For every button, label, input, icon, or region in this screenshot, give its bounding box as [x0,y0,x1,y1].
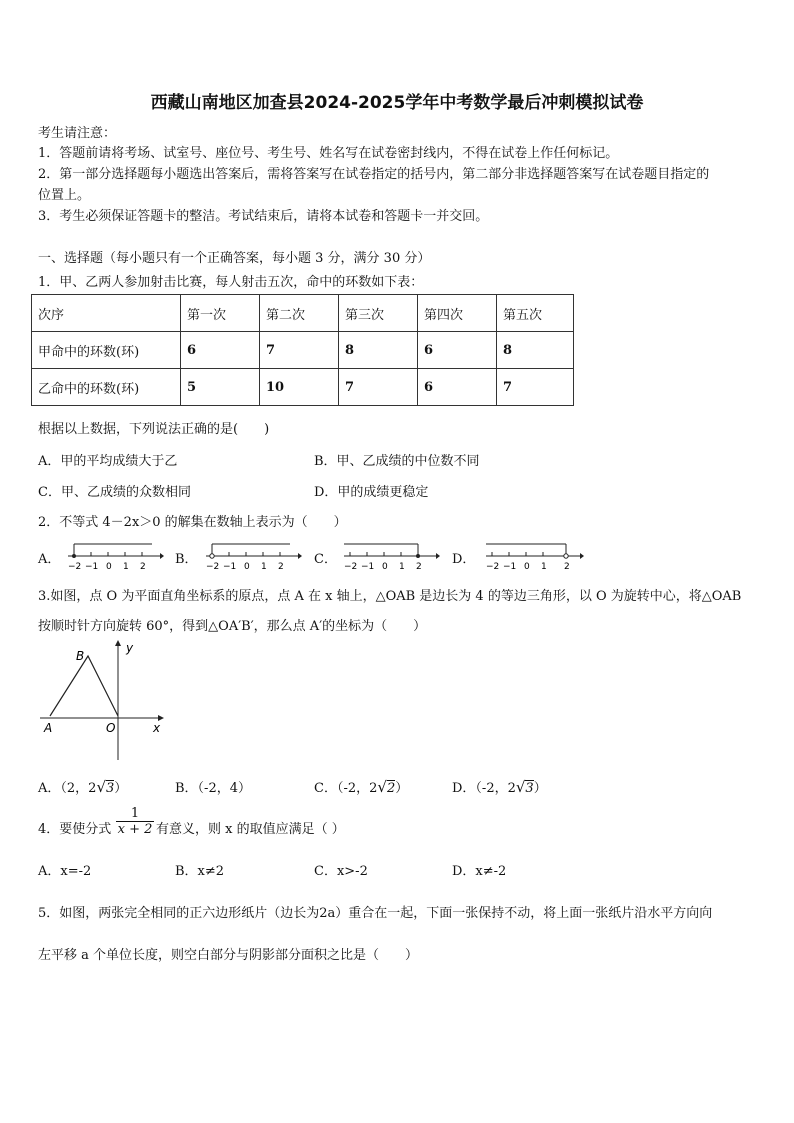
tick-label: −2 [206,562,220,572]
q3-line2: 按顺时针方向旋转 60°，得到△OA′B′，那么点 A′的坐标为（ ） [38,619,427,634]
q4-option-b: B．x≠2 [175,864,225,879]
table-cell: 次序 [32,295,181,332]
page-title: 西藏山南地区加查县2024-2025学年中考数学最后冲刺模拟试卷 [150,93,644,113]
table-cell: 乙命中的环数(环) [32,369,181,406]
q5-line2: 左平移 a 个单位长度，则空白部分与阴影部分面积之比是（ ） [38,948,419,963]
tick-label: −2 [68,562,82,572]
q2-stem: 2．不等式 4－2x＞0 的解集在数轴上表示为（ ） [38,515,347,530]
table-row [32,332,574,369]
q1-option-d: D．甲的成绩更稳定 [314,485,429,500]
tick-label: 1 [541,562,547,572]
q1-option-c: C．甲、乙成绩的众数相同 [38,485,191,500]
table-row [32,369,574,406]
label-a: A [44,721,53,735]
table-cell: 7 [497,369,574,406]
tick-label: 1 [399,562,405,572]
table-cell: 第三次 [339,295,418,332]
tick-label: 1 [123,562,129,572]
q4-option-a: A．x=-2 [38,864,92,879]
table-cell: 6 [181,332,260,369]
q4-option-d: D．x≠-2 [452,864,507,879]
sqrt-symbol: √ [377,778,387,796]
q3-line1: 3.如图，点 O 为平面直角坐标系的原点，点 A 在 x 轴上，△OAB 是边长为 4 的等边三角形，以 O 为旋转中心，将△OAB [38,589,742,604]
q5-line1: 5．如图，两张完全相同的正六边形纸片（边长为2a）重合在一起，下面一张保持不动，将上面一张纸片沿水平方向向 [38,906,713,921]
table-cell: 5 [181,369,260,406]
table-cell: 第一次 [181,295,260,332]
table-cell: 第二次 [260,295,339,332]
notice-item: 位置上。 [38,188,91,203]
tick-label: −1 [85,562,99,572]
table-cell: 10 [260,369,339,406]
number-line-b [202,538,302,572]
tick-label: 2 [278,562,284,572]
table-cell: 甲命中的环数(环) [32,332,181,369]
fraction-numerator: 1 [116,806,154,822]
tick-label: 1 [261,562,267,572]
tick-label: 2 [416,562,422,572]
table-cell: 7 [260,332,339,369]
q2-option-c-label: C． [314,552,337,567]
tick-label: 0 [244,562,250,572]
tick-label: 2 [564,562,570,572]
q1-question: 根据以上数据，下列说法正确的是( ) [38,422,270,437]
table-cell: 7 [339,369,418,406]
label-o: O [106,721,116,735]
tick-label: −1 [223,562,237,572]
table-cell: 8 [339,332,418,369]
tick-label: 0 [106,562,112,572]
q4-stem-post: 有意义，则 x 的取值应满足（ ） [156,822,345,837]
score-table [31,294,574,406]
notice-item: 3．考生必须保证答题卡的整洁。考试结束后，请将本试卷和答题卡一并交回。 [38,209,489,224]
q4-fraction [116,806,154,837]
tick-label: −1 [503,562,517,572]
q4-option-c: C．x>-2 [314,864,368,879]
q1-option-a: A．甲的平均成绩大于乙 [38,454,178,469]
label-x: x [153,721,161,735]
q3-option-d: D．（-2，2√3） [452,778,547,796]
table-cell: 6 [418,332,497,369]
table-cell: 第五次 [497,295,574,332]
label-b: B [76,649,85,663]
tick-label: 0 [382,562,388,572]
table-row [32,295,574,332]
number-line-a [64,538,164,572]
q4-stem-pre: 4．要使分式 [38,822,112,837]
tick-label: −1 [361,562,375,572]
q3-figure [38,638,168,762]
tick-label: 2 [140,562,146,572]
q3-option-a: A．（2，2√3） [38,778,128,796]
table-cell: 第四次 [418,295,497,332]
number-line-c [340,538,440,572]
fraction-denominator: x + 2 [117,822,153,837]
section-heading: 一、选择题（每小题只有一个正确答案，每小题 3 分，满分 30 分） [38,251,431,266]
number-line-d [482,538,586,572]
label-y: y [126,641,134,655]
q2-option-d-label: D． [452,552,476,567]
q3-option-c: C．（-2，2√2） [314,778,409,796]
q1-stem: 1．甲、乙两人参加射击比赛，每人射击五次，命中的环数如下表： [38,275,424,290]
q2-option-a-label: A． [38,552,61,567]
table-cell: 6 [418,369,497,406]
q3-option-b: B．（-2，4） [175,781,251,796]
sqrt-symbol: √ [96,778,106,796]
table-cell: 8 [497,332,574,369]
q1-option-b: B．甲、乙成绩的中位数不同 [314,454,480,469]
sqrt-symbol: √ [515,778,526,796]
tick-label: −2 [486,562,500,572]
notice-item: 1．答题前请将考场、试室号、座位号、考生号、姓名写在试卷密封线内，不得在试卷上作任何标记。 [38,146,619,161]
q2-option-b-label: B． [175,552,198,567]
tick-label: −2 [344,562,358,572]
notice-heading: 考生请注意： [38,126,117,141]
tick-label: 0 [524,562,530,572]
notice-item: 2．第一部分选择题每小题选出答案后，需将答案写在试卷指定的括号内，第二部分非选择题答案写在试卷题目指定的 [38,167,710,182]
